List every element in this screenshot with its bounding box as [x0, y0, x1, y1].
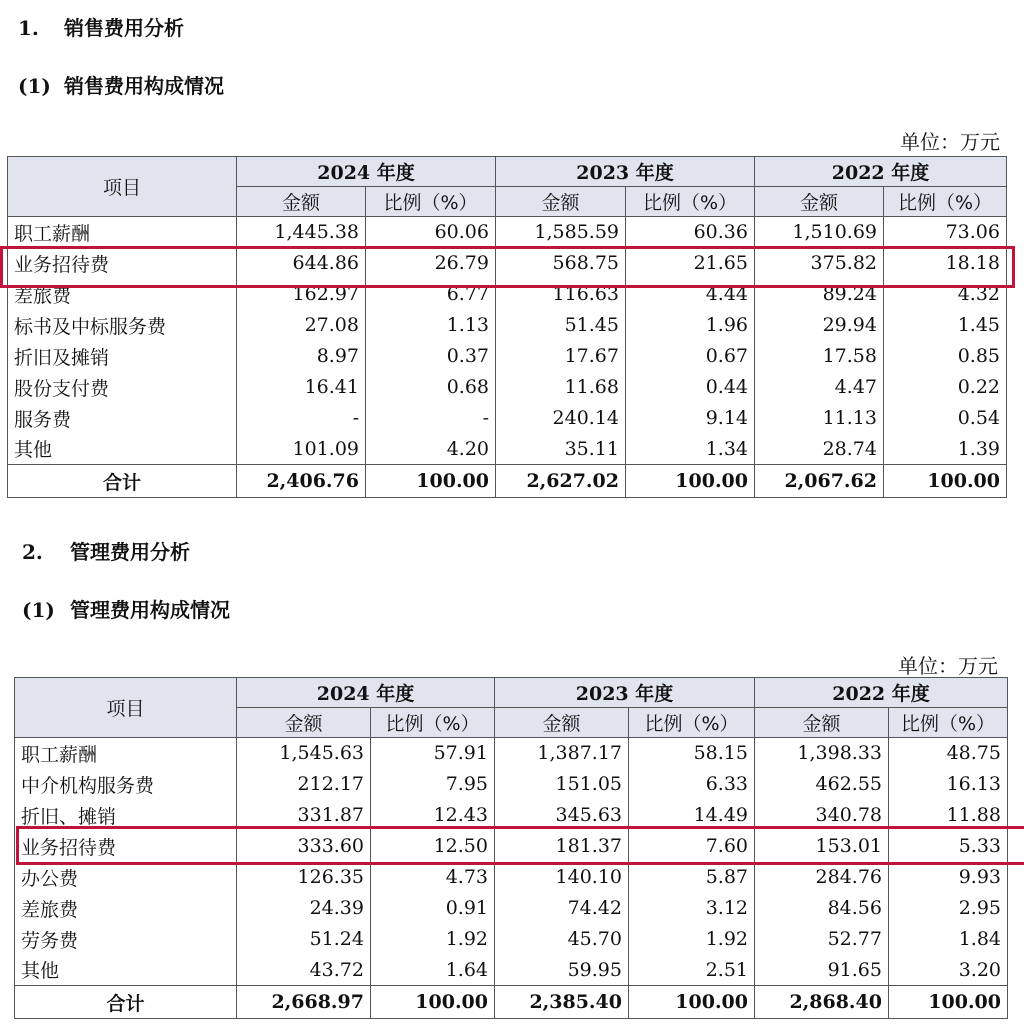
amount-cell: 153.01 — [755, 831, 889, 862]
header-amount: 金额 — [496, 187, 626, 217]
amount-cell: 51.45 — [496, 310, 626, 341]
ratio-cell: 60.06 — [366, 217, 496, 248]
amount-cell: 333.60 — [237, 831, 371, 862]
ratio-cell: 1.64 — [371, 955, 495, 986]
header-ratio: 比例（%） — [629, 708, 755, 738]
ratio-cell: 7.60 — [629, 831, 755, 862]
header-item: 项目 — [15, 678, 237, 738]
amount-cell: 2,668.97 — [237, 986, 371, 1019]
header-ratio: 比例（%） — [884, 187, 1007, 217]
row-label: 股份支付费 — [8, 372, 237, 403]
section-1-unit: 单位：万元 — [900, 130, 1000, 154]
amount-cell: 74.42 — [495, 893, 629, 924]
section-2-title: 管理费用分析 — [70, 540, 190, 564]
ratio-cell: 4.73 — [371, 862, 495, 893]
ratio-cell: 9.93 — [889, 862, 1008, 893]
row-label: 折旧及摊销 — [8, 341, 237, 372]
header-amount: 金额 — [755, 708, 889, 738]
amount-cell: 35.11 — [496, 434, 626, 465]
row-label: 中介机构服务费 — [15, 769, 237, 800]
table-row — [8, 217, 1007, 248]
ratio-cell: 7.95 — [371, 769, 495, 800]
ratio-cell: 4.44 — [626, 279, 755, 310]
section-2-subtitle: 管理费用构成情况 — [70, 598, 230, 622]
ratio-cell: 2.95 — [889, 893, 1008, 924]
amount-cell: 284.76 — [755, 862, 889, 893]
amount-cell: 45.70 — [495, 924, 629, 955]
ratio-cell: 57.91 — [371, 738, 495, 769]
amount-cell: 52.77 — [755, 924, 889, 955]
ratio-cell: 1.34 — [626, 434, 755, 465]
ratio-cell: 12.43 — [371, 800, 495, 831]
ratio-cell: 14.49 — [629, 800, 755, 831]
row-label: 服务费 — [8, 403, 237, 434]
ratio-cell: 26.79 — [366, 248, 496, 279]
ratio-cell: 60.36 — [626, 217, 755, 248]
row-label: 劳务费 — [15, 924, 237, 955]
ratio-cell: 3.20 — [889, 955, 1008, 986]
amount-cell: 43.72 — [237, 955, 371, 986]
ratio-cell: 1.13 — [366, 310, 496, 341]
amount-cell: 1,398.33 — [755, 738, 889, 769]
ratio-cell: 73.06 — [884, 217, 1007, 248]
ratio-cell: 0.91 — [371, 893, 495, 924]
total-row — [8, 465, 1007, 498]
amount-cell: 89.24 — [755, 279, 884, 310]
amount-cell: 331.87 — [237, 800, 371, 831]
header-ratio: 比例（%） — [371, 708, 495, 738]
table-row — [15, 831, 1008, 862]
ratio-cell: 4.32 — [884, 279, 1007, 310]
section-2-subheading — [22, 594, 230, 623]
ratio-cell: 100.00 — [889, 986, 1008, 1019]
ratio-cell: 1.39 — [884, 434, 1007, 465]
header-amount: 金额 — [237, 708, 371, 738]
table-row — [15, 893, 1008, 924]
ratio-cell: 100.00 — [629, 986, 755, 1019]
table-row — [8, 372, 1007, 403]
amount-cell: 1,510.69 — [755, 217, 884, 248]
row-label: 其他 — [8, 434, 237, 465]
header-year-2022: 2022 年度 — [755, 157, 1007, 187]
row-label: 职工薪酬 — [8, 217, 237, 248]
amount-cell: 212.17 — [237, 769, 371, 800]
ratio-cell: 0.68 — [366, 372, 496, 403]
row-label: 办公费 — [15, 862, 237, 893]
ratio-cell: 100.00 — [884, 465, 1007, 498]
ratio-cell: 0.54 — [884, 403, 1007, 434]
row-label: 折旧、摊销 — [15, 800, 237, 831]
amount-cell: 644.86 — [237, 248, 366, 279]
table-row — [15, 924, 1008, 955]
admin-expense-table — [14, 677, 1008, 1019]
header-year-2024: 2024 年度 — [237, 157, 496, 187]
ratio-cell: 21.65 — [626, 248, 755, 279]
ratio-cell: 0.37 — [366, 341, 496, 372]
amount-cell: 162.97 — [237, 279, 366, 310]
amount-cell: 101.09 — [237, 434, 366, 465]
amount-cell: 126.35 — [237, 862, 371, 893]
ratio-cell: 0.44 — [626, 372, 755, 403]
amount-cell: 2,868.40 — [755, 986, 889, 1019]
table-row — [15, 862, 1008, 893]
amount-cell: 11.68 — [496, 372, 626, 403]
header-ratio: 比例（%） — [889, 708, 1008, 738]
amount-cell: 568.75 — [496, 248, 626, 279]
amount-cell: 2,067.62 — [755, 465, 884, 498]
section-1-subheading — [18, 70, 224, 99]
ratio-cell: 9.14 — [626, 403, 755, 434]
header-year-2023: 2023 年度 — [495, 678, 755, 708]
row-label: 职工薪酬 — [15, 738, 237, 769]
table-row — [15, 769, 1008, 800]
ratio-cell: 3.12 — [629, 893, 755, 924]
amount-cell: 27.08 — [237, 310, 366, 341]
amount-cell: 16.41 — [237, 372, 366, 403]
header-ratio: 比例（%） — [366, 187, 496, 217]
header-year-2024: 2024 年度 — [237, 678, 495, 708]
section-1-title: 销售费用分析 — [64, 16, 184, 40]
ratio-cell: 6.33 — [629, 769, 755, 800]
sales-expense-table — [7, 156, 1007, 498]
amount-cell: 1,387.17 — [495, 738, 629, 769]
ratio-cell: 5.87 — [629, 862, 755, 893]
ratio-cell: 5.33 — [889, 831, 1008, 862]
ratio-cell: 1.45 — [884, 310, 1007, 341]
table-row — [8, 403, 1007, 434]
section-2-number: 2. — [22, 540, 43, 564]
header-item: 项目 — [8, 157, 237, 217]
amount-cell: 28.74 — [755, 434, 884, 465]
amount-cell: 59.95 — [495, 955, 629, 986]
amount-cell: 140.10 — [495, 862, 629, 893]
section-1-number: 1. — [18, 16, 39, 40]
amount-cell: 2,406.76 — [237, 465, 366, 498]
ratio-cell: 1.92 — [371, 924, 495, 955]
total-label: 合计 — [15, 986, 237, 1019]
header-amount: 金额 — [495, 708, 629, 738]
header-year-2022: 2022 年度 — [755, 678, 1008, 708]
amount-cell: 375.82 — [755, 248, 884, 279]
table-row — [15, 955, 1008, 986]
amount-cell: 17.58 — [755, 341, 884, 372]
table-row — [8, 279, 1007, 310]
ratio-cell: 6.77 — [366, 279, 496, 310]
ratio-cell: 58.15 — [629, 738, 755, 769]
ratio-cell: 48.75 — [889, 738, 1008, 769]
row-label: 标书及中标服务费 — [8, 310, 237, 341]
amount-cell: 2,385.40 — [495, 986, 629, 1019]
row-label: 差旅费 — [8, 279, 237, 310]
amount-cell: 1,545.63 — [237, 738, 371, 769]
ratio-cell: 0.85 — [884, 341, 1007, 372]
section-2-unit: 单位：万元 — [898, 654, 998, 678]
section-2-sub-number: (1) — [22, 598, 55, 622]
amount-cell: 17.67 — [496, 341, 626, 372]
ratio-cell: 1.84 — [889, 924, 1008, 955]
header-year-2023: 2023 年度 — [496, 157, 755, 187]
ratio-cell: 0.22 — [884, 372, 1007, 403]
amount-cell: 1,445.38 — [237, 217, 366, 248]
section-1-subtitle: 销售费用构成情况 — [64, 74, 224, 98]
table-row — [8, 248, 1007, 279]
amount-cell: 91.65 — [755, 955, 889, 986]
total-row — [15, 986, 1008, 1019]
ratio-cell: 0.67 — [626, 341, 755, 372]
ratio-cell: - — [366, 403, 496, 434]
header-amount: 金额 — [237, 187, 366, 217]
ratio-cell: 16.13 — [889, 769, 1008, 800]
amount-cell: 51.24 — [237, 924, 371, 955]
ratio-cell: 2.51 — [629, 955, 755, 986]
amount-cell: 84.56 — [755, 893, 889, 924]
row-label: 业务招待费 — [15, 831, 237, 862]
amount-cell: - — [237, 403, 366, 434]
table-row — [8, 341, 1007, 372]
header-ratio: 比例（%） — [626, 187, 755, 217]
amount-cell: 151.05 — [495, 769, 629, 800]
table-row — [8, 434, 1007, 465]
header-amount: 金额 — [755, 187, 884, 217]
ratio-cell: 18.18 — [884, 248, 1007, 279]
amount-cell: 2,627.02 — [496, 465, 626, 498]
amount-cell: 340.78 — [755, 800, 889, 831]
amount-cell: 240.14 — [496, 403, 626, 434]
ratio-cell: 1.92 — [629, 924, 755, 955]
amount-cell: 8.97 — [237, 341, 366, 372]
amount-cell: 462.55 — [755, 769, 889, 800]
table-row — [15, 738, 1008, 769]
ratio-cell: 12.50 — [371, 831, 495, 862]
amount-cell: 181.37 — [495, 831, 629, 862]
section-2-heading — [22, 536, 190, 565]
amount-cell: 116.63 — [496, 279, 626, 310]
ratio-cell: 100.00 — [371, 986, 495, 1019]
table-row — [8, 310, 1007, 341]
amount-cell: 24.39 — [237, 893, 371, 924]
row-label: 业务招待费 — [8, 248, 237, 279]
ratio-cell: 100.00 — [366, 465, 496, 498]
ratio-cell: 11.88 — [889, 800, 1008, 831]
section-1-sub-number: (1) — [18, 74, 51, 98]
ratio-cell: 100.00 — [626, 465, 755, 498]
table-row — [15, 800, 1008, 831]
total-label: 合计 — [8, 465, 237, 498]
amount-cell: 11.13 — [755, 403, 884, 434]
amount-cell: 29.94 — [755, 310, 884, 341]
amount-cell: 4.47 — [755, 372, 884, 403]
section-1-heading — [18, 12, 184, 41]
ratio-cell: 4.20 — [366, 434, 496, 465]
row-label: 差旅费 — [15, 893, 237, 924]
ratio-cell: 1.96 — [626, 310, 755, 341]
amount-cell: 345.63 — [495, 800, 629, 831]
amount-cell: 1,585.59 — [496, 217, 626, 248]
row-label: 其他 — [15, 955, 237, 986]
